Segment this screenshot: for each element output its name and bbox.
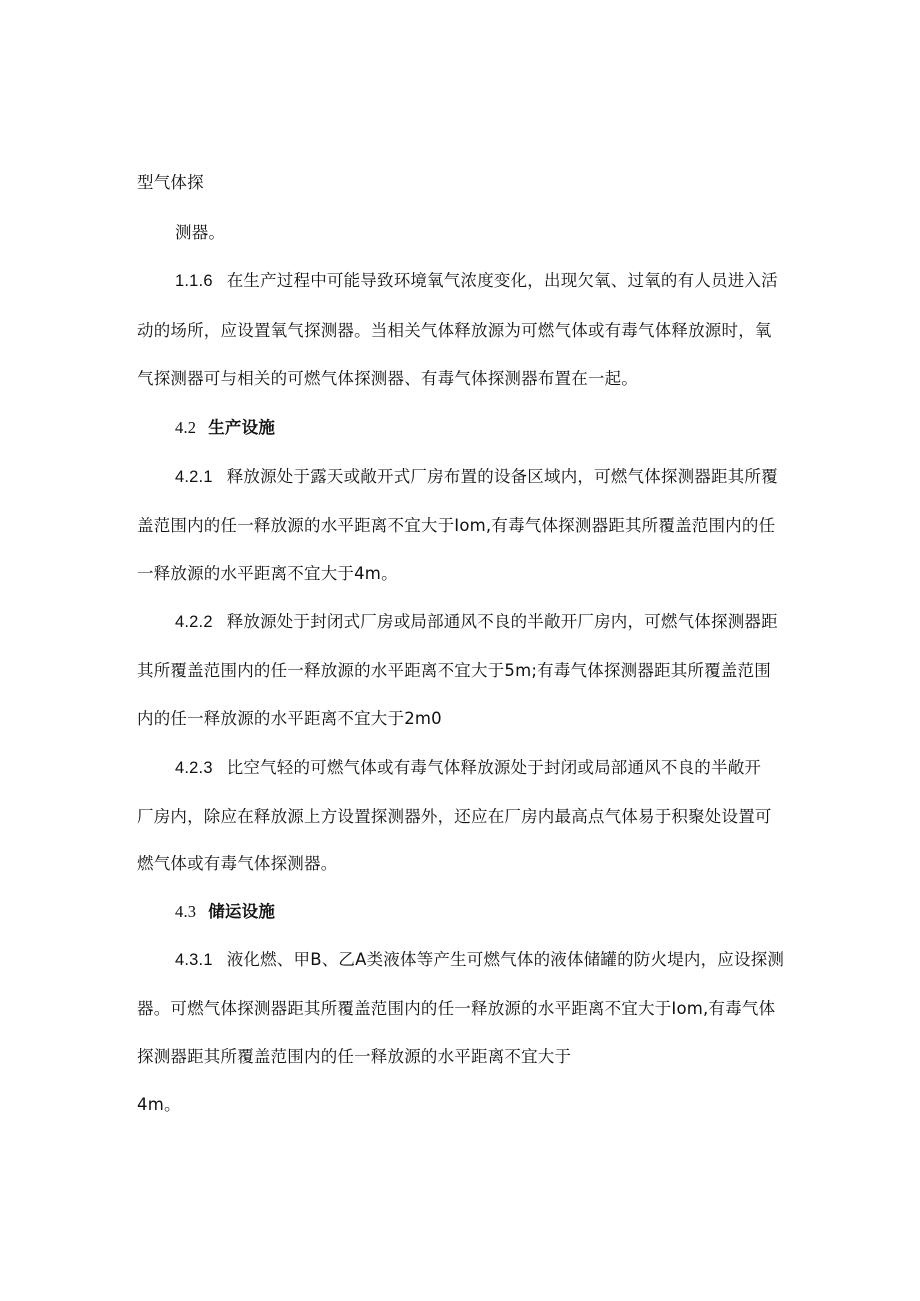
text-line: 在生产过程中可能导致环境氧气浓度变化，出现欠氧、过氧的有人员进入活 xyxy=(226,271,778,290)
text-line: 一释放源的水平距离不宜大于4m。 xyxy=(137,564,398,583)
text-line: 型气体探 xyxy=(137,173,204,192)
section-number: 4.3 xyxy=(175,902,197,921)
text-line: 器。可燃气体探测器距其所覆盖范围内的任一释放源的水平距离不宜大于Iom,有毒气体 xyxy=(137,999,776,1018)
section-heading-4-3 xyxy=(175,901,275,923)
section-heading-4-2 xyxy=(175,417,275,439)
text-line: 释放源处于封闭式厂房或局部通风不良的半敞开厂房内，可燃气体探测器距 xyxy=(226,612,778,631)
text-line: 释放源处于露天或敞开式厂房布置的设备区域内，可燃气体探测器距其所覆 xyxy=(226,467,778,486)
text-line: 探测器距其所覆盖范围内的任一释放源的水平距离不宜大于 xyxy=(137,1047,572,1066)
clause-number: 1.1.6 xyxy=(175,272,213,290)
text-line: 内的任一释放源的水平距离不宜大于2m0 xyxy=(137,709,442,728)
clause-number: 4.2.1 xyxy=(175,468,213,486)
text-line: 气探测器可与相关的可燃气体探测器、有毒气体探测器布置在一起。 xyxy=(137,369,638,388)
clause-4-2-2 xyxy=(175,611,778,633)
text-line: 4m。 xyxy=(137,1095,181,1114)
section-title: 生产设施 xyxy=(208,418,276,437)
section-number: 4.2 xyxy=(175,418,197,437)
text-line: 测器。 xyxy=(175,223,226,242)
section-title: 储运设施 xyxy=(208,902,276,921)
text-line: 动的场所，应设置氧气探测器。当相关气体释放源为可燃气体或有毒气体释放源时，氧 xyxy=(137,321,772,340)
text-line: 燃气体或有毒气体探测器。 xyxy=(137,854,338,873)
text-line: 其所覆盖范围内的任一释放源的水平距离不宜大于5m;有毒气体探测器距其所覆盖范围 xyxy=(137,661,771,680)
clause-4-2-1 xyxy=(175,466,778,488)
clause-number: 4.3.1 xyxy=(175,951,213,969)
clause-1-1-6 xyxy=(175,270,778,292)
clause-4-2-3 xyxy=(175,757,761,779)
text-line: 液化燃、甲B、乙A类液体等产生可燃气体的液体储罐的防火堤内，应设探测 xyxy=(226,950,785,969)
text-line: 盖范围内的任一释放源的水平距离不宜大于Iom,有毒气体探测器距其所覆盖范围内的任 xyxy=(137,516,776,535)
clause-number: 4.2.3 xyxy=(175,759,213,777)
text-line: 比空气轻的可燃气体或有毒气体释放源处于封闭或局部通风不良的半敞开 xyxy=(226,758,762,777)
clause-4-3-1 xyxy=(175,949,784,971)
clause-number: 4.2.2 xyxy=(175,613,213,631)
text-line: 厂房内，除应在释放源上方设置探测器外，还应在厂房内最高点气体易于积聚处设置可 xyxy=(137,807,772,826)
